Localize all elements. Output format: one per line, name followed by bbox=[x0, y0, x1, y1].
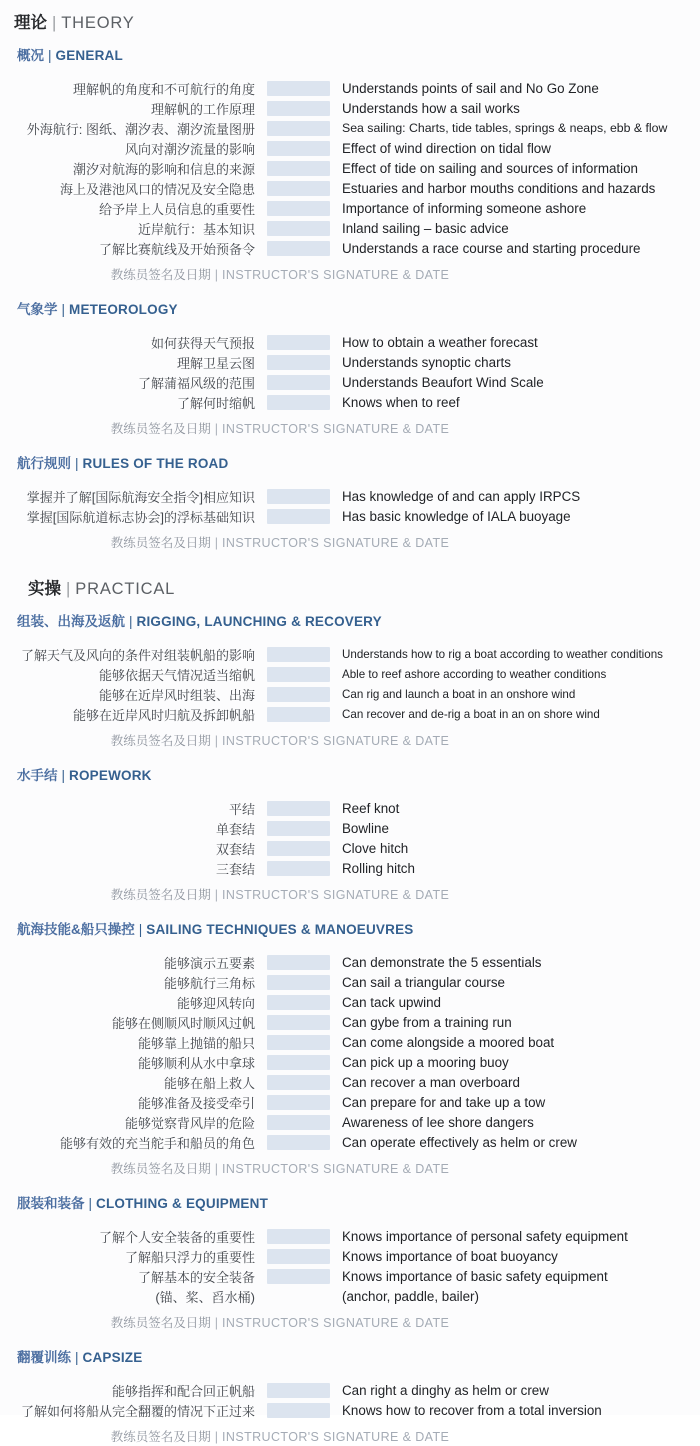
section-title bbox=[17, 921, 700, 939]
signature-line bbox=[0, 1315, 560, 1332]
requirement-en: Can right a dinghy as helm or crew bbox=[342, 1382, 549, 1398]
requirement-row bbox=[0, 664, 700, 684]
requirement-zh: 潮汐对航海的影响和信息的来源 bbox=[72, 161, 255, 177]
section-ropework bbox=[0, 767, 700, 904]
signature-box[interactable] bbox=[267, 1383, 330, 1398]
requirement-row bbox=[0, 1092, 700, 1112]
section-title bbox=[17, 301, 700, 319]
requirement-zh: (锚、桨、舀水桶) bbox=[155, 1289, 255, 1305]
signature-box[interactable] bbox=[267, 181, 330, 196]
requirement-row bbox=[0, 992, 700, 1012]
divider-bar: | bbox=[214, 536, 219, 550]
requirement-row bbox=[0, 1226, 700, 1246]
divider-bar: | bbox=[88, 1196, 93, 1211]
requirement-en: Knows importance of personal safety equipment bbox=[342, 1228, 628, 1244]
requirement-row bbox=[0, 1112, 700, 1132]
requirement-row bbox=[0, 506, 700, 526]
signature-box[interactable] bbox=[267, 489, 330, 504]
requirement-row bbox=[0, 1052, 700, 1072]
requirement-en: Understands how to rig a boat according to weather conditions bbox=[342, 647, 663, 661]
signature-box[interactable] bbox=[267, 335, 330, 350]
requirement-en: Knows how to recover from a total inversion bbox=[342, 1402, 602, 1418]
requirement-row bbox=[0, 372, 700, 392]
requirement-zh: 能够准备及接受牵引 bbox=[137, 1095, 255, 1111]
requirement-zh: 能够有效的充当舵手和船员的角色 bbox=[59, 1135, 255, 1151]
requirement-en: Can gybe from a training run bbox=[342, 1014, 512, 1030]
section-capsize bbox=[0, 1349, 700, 1446]
requirement-en: Rolling hitch bbox=[342, 860, 415, 876]
signature-line bbox=[0, 267, 560, 284]
signature-box[interactable] bbox=[267, 1229, 330, 1244]
section-meteorology bbox=[0, 301, 700, 438]
signature-box[interactable] bbox=[267, 375, 330, 390]
requirement-row bbox=[0, 138, 700, 158]
requirement-en: Can recover a man overboard bbox=[342, 1074, 520, 1090]
requirement-zh: 了解基本的安全装备 bbox=[137, 1269, 255, 1285]
requirement-zh: 能够指挥和配合回正帆船 bbox=[111, 1383, 255, 1399]
requirement-zh: 风向对潮汐流量的影响 bbox=[124, 141, 255, 157]
signature-label-en: INSTRUCTOR'S SIGNATURE & DATE bbox=[222, 888, 450, 902]
section-title bbox=[17, 767, 700, 785]
section-title-en: SAILING TECHNIQUES & MANOEUVRES bbox=[146, 922, 414, 937]
signature-box[interactable] bbox=[267, 995, 330, 1010]
requirement-zh: 理解卫星云图 bbox=[176, 355, 255, 371]
signature-box[interactable] bbox=[267, 1135, 330, 1150]
signature-box[interactable] bbox=[267, 355, 330, 370]
section-title-en: METEOROLOGY bbox=[69, 302, 178, 317]
requirement-row bbox=[0, 952, 700, 972]
divider-bar: | bbox=[66, 580, 71, 598]
requirement-en: Importance of informing someone ashore bbox=[342, 200, 587, 216]
requirement-en: Inland sailing – basic advice bbox=[342, 220, 509, 236]
divider-bar: | bbox=[61, 302, 66, 317]
requirement-en: Can recover and de-rig a boat in an on shore wind bbox=[342, 707, 600, 721]
requirement-en: Effect of tide on sailing and sources of information bbox=[342, 160, 639, 176]
signature-box[interactable] bbox=[267, 975, 330, 990]
signature-box[interactable] bbox=[267, 1403, 330, 1418]
requirement-zh: 单套结 bbox=[215, 821, 255, 837]
signature-box[interactable] bbox=[267, 667, 330, 682]
section-clothing-equipment bbox=[0, 1195, 700, 1332]
signature-label-en: INSTRUCTOR'S SIGNATURE & DATE bbox=[222, 1162, 450, 1176]
section-title-zh: 水手结 bbox=[17, 768, 58, 783]
requirement-zh: 能够演示五要素 bbox=[163, 955, 255, 971]
requirement-row bbox=[0, 158, 700, 178]
requirement-zh: 外海航行: 图纸、潮汐表、潮汐流量图册 bbox=[26, 121, 255, 137]
requirement-zh: 能够依据天气情况适当缩帆 bbox=[98, 667, 255, 683]
section-title-zh: 翻覆训练 bbox=[17, 1350, 71, 1365]
section-title-en: RIGGING, LAUNCHING & RECOVERY bbox=[136, 614, 382, 629]
signature-label-zh: 教练员签名及日期 bbox=[110, 1430, 211, 1444]
requirement-zh: 理解帆的角度和不可航行的角度 bbox=[72, 81, 255, 97]
signature-box[interactable] bbox=[267, 707, 330, 722]
divider-bar: | bbox=[214, 1430, 219, 1444]
signature-label-en: INSTRUCTOR'S SIGNATURE & DATE bbox=[222, 536, 450, 550]
divider-bar: | bbox=[75, 1350, 79, 1365]
requirement-zh: 能够靠上抛锚的船只 bbox=[137, 1035, 255, 1051]
requirement-row bbox=[0, 704, 700, 724]
signature-box[interactable] bbox=[267, 201, 330, 216]
requirement-zh: 了解船只浮力的重要性 bbox=[124, 1249, 255, 1265]
section-rules-of-the-road bbox=[0, 455, 700, 552]
requirement-en: Has knowledge of and can apply IRPCS bbox=[342, 488, 581, 504]
part-title-theory bbox=[14, 12, 700, 34]
signature-label-en: INSTRUCTOR'S SIGNATURE & DATE bbox=[222, 734, 450, 748]
requirement-zh: 给予岸上人员信息的重要性 bbox=[98, 201, 255, 217]
signature-label-zh: 教练员签名及日期 bbox=[110, 1162, 211, 1176]
requirement-en: Knows importance of basic safety equipment bbox=[342, 1268, 608, 1284]
requirement-en: Can operate effectively as helm or crew bbox=[342, 1134, 577, 1150]
signature-box[interactable] bbox=[267, 1015, 330, 1030]
signature-label-en: INSTRUCTOR'S SIGNATURE & DATE bbox=[222, 422, 450, 436]
signature-box[interactable] bbox=[267, 955, 330, 970]
signature-box[interactable] bbox=[267, 647, 330, 662]
signature-box[interactable] bbox=[267, 121, 330, 136]
section-title-en: RULES OF THE ROAD bbox=[82, 456, 229, 471]
requirement-row bbox=[0, 1266, 700, 1286]
requirement-row bbox=[0, 332, 700, 352]
requirement-en: Able to reef ashore according to weather conditions bbox=[342, 667, 607, 681]
requirement-zh: 双套结 bbox=[215, 841, 255, 857]
signature-box[interactable] bbox=[267, 395, 330, 410]
requirement-row bbox=[0, 352, 700, 372]
signature-box[interactable] bbox=[267, 1115, 330, 1130]
requirement-row bbox=[0, 118, 700, 138]
requirement-zh: 了解个人安全装备的重要性 bbox=[98, 1229, 255, 1245]
part-title-practical bbox=[28, 578, 700, 600]
requirement-en: Knows importance of boat buoyancy bbox=[342, 1248, 558, 1264]
requirement-zh: 能够在侧顺风时顺风过帆 bbox=[111, 1015, 255, 1031]
part-title-en: PRACTICAL bbox=[75, 580, 176, 598]
divider-bar: | bbox=[75, 456, 79, 471]
section-title-zh: 组装、出海及返航 bbox=[17, 614, 125, 629]
requirement-row bbox=[0, 1132, 700, 1152]
requirement-row bbox=[0, 1072, 700, 1092]
section-title-en: CLOTHING & EQUIPMENT bbox=[96, 1196, 269, 1211]
section-title-zh: 服装和装备 bbox=[17, 1196, 85, 1211]
signature-line bbox=[0, 1161, 560, 1178]
signature-box[interactable] bbox=[267, 687, 330, 702]
section-rigging-launching-recovery bbox=[0, 613, 700, 750]
signature-line bbox=[0, 535, 560, 552]
requirement-zh: 能够航行三角标 bbox=[163, 975, 255, 991]
section-title-zh: 气象学 bbox=[17, 302, 58, 317]
requirement-en: Understands Beaufort Wind Scale bbox=[342, 374, 544, 390]
requirement-row bbox=[0, 198, 700, 218]
part-title-en: THEORY bbox=[61, 14, 135, 32]
requirement-row bbox=[0, 858, 700, 878]
requirement-en: Effect of wind direction on tidal flow bbox=[342, 140, 551, 156]
signature-box[interactable] bbox=[267, 1075, 330, 1090]
divider-bar: | bbox=[214, 734, 219, 748]
requirement-en: Clove hitch bbox=[342, 840, 409, 856]
signature-label-zh: 教练员签名及日期 bbox=[110, 1316, 211, 1330]
divider-bar: | bbox=[214, 422, 219, 436]
requirement-en: Reef knot bbox=[342, 800, 400, 816]
requirement-zh: 近岸航行：基本知识 bbox=[137, 221, 255, 237]
signature-box[interactable] bbox=[267, 801, 330, 816]
divider-bar: | bbox=[48, 48, 52, 63]
divider-bar: | bbox=[214, 888, 219, 902]
requirement-row bbox=[0, 392, 700, 412]
requirement-row bbox=[0, 1400, 700, 1420]
requirement-row bbox=[0, 1012, 700, 1032]
signature-box[interactable] bbox=[267, 821, 330, 836]
signature-box[interactable] bbox=[267, 841, 330, 856]
requirement-en: Can prepare for and take up a tow bbox=[342, 1094, 546, 1110]
requirement-en: Estuaries and harbor mouths conditions and hazards bbox=[342, 180, 656, 196]
requirement-zh: 了解天气及风向的条件对组装帆船的影响 bbox=[20, 647, 255, 663]
requirement-en: Understands a race course and starting procedure bbox=[342, 240, 641, 256]
section-title bbox=[17, 1195, 700, 1213]
signature-box[interactable] bbox=[267, 1035, 330, 1050]
signature-label-zh: 教练员签名及日期 bbox=[110, 422, 211, 436]
signature-box[interactable] bbox=[267, 509, 330, 524]
requirement-zh: 掌握[国际航道标志协会]的浮标基础知识 bbox=[26, 509, 255, 525]
signature-box[interactable] bbox=[267, 1249, 330, 1264]
section-title bbox=[17, 47, 700, 65]
signature-box[interactable] bbox=[267, 81, 330, 96]
section-title-en: GENERAL bbox=[55, 48, 123, 63]
section-title-en: CAPSIZE bbox=[82, 1350, 143, 1365]
signature-box[interactable] bbox=[267, 1095, 330, 1110]
divider-bar: | bbox=[138, 922, 143, 937]
requirement-zh: 能够在近岸风时组装、出海 bbox=[98, 687, 255, 703]
signature-line bbox=[0, 733, 560, 750]
requirement-zh: 如何获得天气预报 bbox=[150, 335, 255, 351]
signature-label-en: INSTRUCTOR'S SIGNATURE & DATE bbox=[222, 268, 450, 282]
signature-box[interactable] bbox=[267, 1055, 330, 1070]
requirement-row bbox=[0, 1380, 700, 1400]
requirement-en: Understands points of sail and No Go Zone bbox=[342, 80, 599, 96]
requirement-en: Understands how a sail works bbox=[342, 100, 520, 116]
signature-line bbox=[0, 887, 560, 904]
requirement-en: Has basic knowledge of IALA buoyage bbox=[342, 508, 571, 524]
divider-bar: | bbox=[214, 268, 219, 282]
requirement-zh: 了解如何将船从完全翻覆的情况下正过来 bbox=[20, 1403, 255, 1419]
divider-bar: | bbox=[214, 1316, 219, 1330]
section-title-zh: 航行规则 bbox=[17, 456, 71, 471]
requirement-row bbox=[0, 218, 700, 238]
signature-label-en: INSTRUCTOR'S SIGNATURE & DATE bbox=[222, 1430, 450, 1444]
requirement-row bbox=[0, 838, 700, 858]
requirement-zh: 海上及港池风口的情况及安全隐患 bbox=[59, 181, 255, 197]
requirement-row bbox=[0, 98, 700, 118]
requirement-zh: 理解帆的工作原理 bbox=[150, 101, 255, 117]
requirement-row bbox=[0, 178, 700, 198]
requirement-zh: 掌握并了解[国际航海安全指令]相应知识 bbox=[26, 489, 255, 505]
requirement-row bbox=[0, 798, 700, 818]
signature-box[interactable] bbox=[267, 141, 330, 156]
requirement-zh: 能够觉察背风岸的危险 bbox=[124, 1115, 255, 1131]
requirement-en: Understands synoptic charts bbox=[342, 354, 511, 370]
signature-line bbox=[0, 1429, 560, 1446]
requirement-en: Can sail a triangular course bbox=[342, 974, 506, 990]
part-title-zh: 理论 bbox=[14, 14, 47, 32]
requirement-zh: 能够在船上救人 bbox=[163, 1075, 255, 1091]
requirement-subrow bbox=[0, 1286, 700, 1306]
requirement-row bbox=[0, 238, 700, 258]
signature-label-zh: 教练员签名及日期 bbox=[110, 536, 211, 550]
signature-line bbox=[0, 421, 560, 438]
requirement-en: Awareness of lee shore dangers bbox=[342, 1114, 534, 1130]
requirement-en: Sea sailing: Charts, tide tables, springs & neaps, ebb & flow bbox=[342, 121, 668, 135]
requirement-row bbox=[0, 644, 700, 664]
signature-label-zh: 教练员签名及日期 bbox=[110, 734, 211, 748]
requirement-row bbox=[0, 486, 700, 506]
requirement-en: Bowline bbox=[342, 820, 389, 836]
signature-box[interactable] bbox=[267, 861, 330, 876]
requirement-zh: 三套结 bbox=[215, 861, 255, 877]
requirement-en: Can pick up a mooring buoy bbox=[342, 1054, 509, 1070]
section-title-zh: 航海技能&船只操控 bbox=[17, 922, 135, 937]
requirement-zh: 能够在近岸风时归航及拆卸帆船 bbox=[72, 707, 255, 723]
section-title bbox=[17, 455, 700, 473]
signature-box[interactable] bbox=[267, 161, 330, 176]
part-title-zh: 实操 bbox=[28, 580, 61, 598]
requirement-row bbox=[0, 1032, 700, 1052]
requirement-en: (anchor, paddle, bailer) bbox=[342, 1288, 479, 1304]
requirement-row bbox=[0, 1246, 700, 1266]
requirement-zh: 能够顺利从水中拿球 bbox=[137, 1055, 255, 1071]
requirement-zh: 了解何时缩帆 bbox=[176, 395, 255, 411]
section-general bbox=[0, 47, 700, 284]
spacer bbox=[267, 1289, 330, 1304]
section-title bbox=[17, 613, 700, 631]
section-title-en: ROPEWORK bbox=[69, 768, 152, 783]
requirement-zh: 了解蒲福风级的范围 bbox=[137, 375, 255, 391]
requirement-zh: 平结 bbox=[228, 801, 255, 817]
requirement-row bbox=[0, 684, 700, 704]
requirement-en: How to obtain a weather forecast bbox=[342, 334, 538, 350]
requirement-en: Knows when to reef bbox=[342, 394, 460, 410]
requirement-row bbox=[0, 972, 700, 992]
requirement-zh: 能够迎风转向 bbox=[176, 995, 255, 1011]
requirement-en: Can tack upwind bbox=[342, 994, 441, 1010]
requirement-en: Can demonstrate the 5 essentials bbox=[342, 954, 542, 970]
section-title-zh: 概况 bbox=[17, 48, 44, 63]
requirement-row bbox=[0, 78, 700, 98]
divider-bar: | bbox=[52, 14, 57, 32]
requirement-en: Can rig and launch a boat in an onshore wind bbox=[342, 687, 576, 701]
requirement-zh: 了解比赛航线及开始预备令 bbox=[98, 241, 255, 257]
requirement-row bbox=[0, 818, 700, 838]
divider-bar: | bbox=[214, 1162, 219, 1176]
section-title bbox=[17, 1349, 700, 1367]
divider-bar: | bbox=[129, 614, 133, 629]
section-sailing-techniques bbox=[0, 921, 700, 1178]
signature-box[interactable] bbox=[267, 1269, 330, 1284]
signature-box[interactable] bbox=[267, 221, 330, 236]
signature-box[interactable] bbox=[267, 241, 330, 256]
signature-label-zh: 教练员签名及日期 bbox=[110, 888, 211, 902]
signature-label-en: INSTRUCTOR'S SIGNATURE & DATE bbox=[222, 1316, 450, 1330]
signature-label-zh: 教练员签名及日期 bbox=[110, 268, 211, 282]
requirement-en: Can come alongside a moored boat bbox=[342, 1034, 555, 1050]
divider-bar: | bbox=[61, 768, 66, 783]
signature-box[interactable] bbox=[267, 101, 330, 116]
